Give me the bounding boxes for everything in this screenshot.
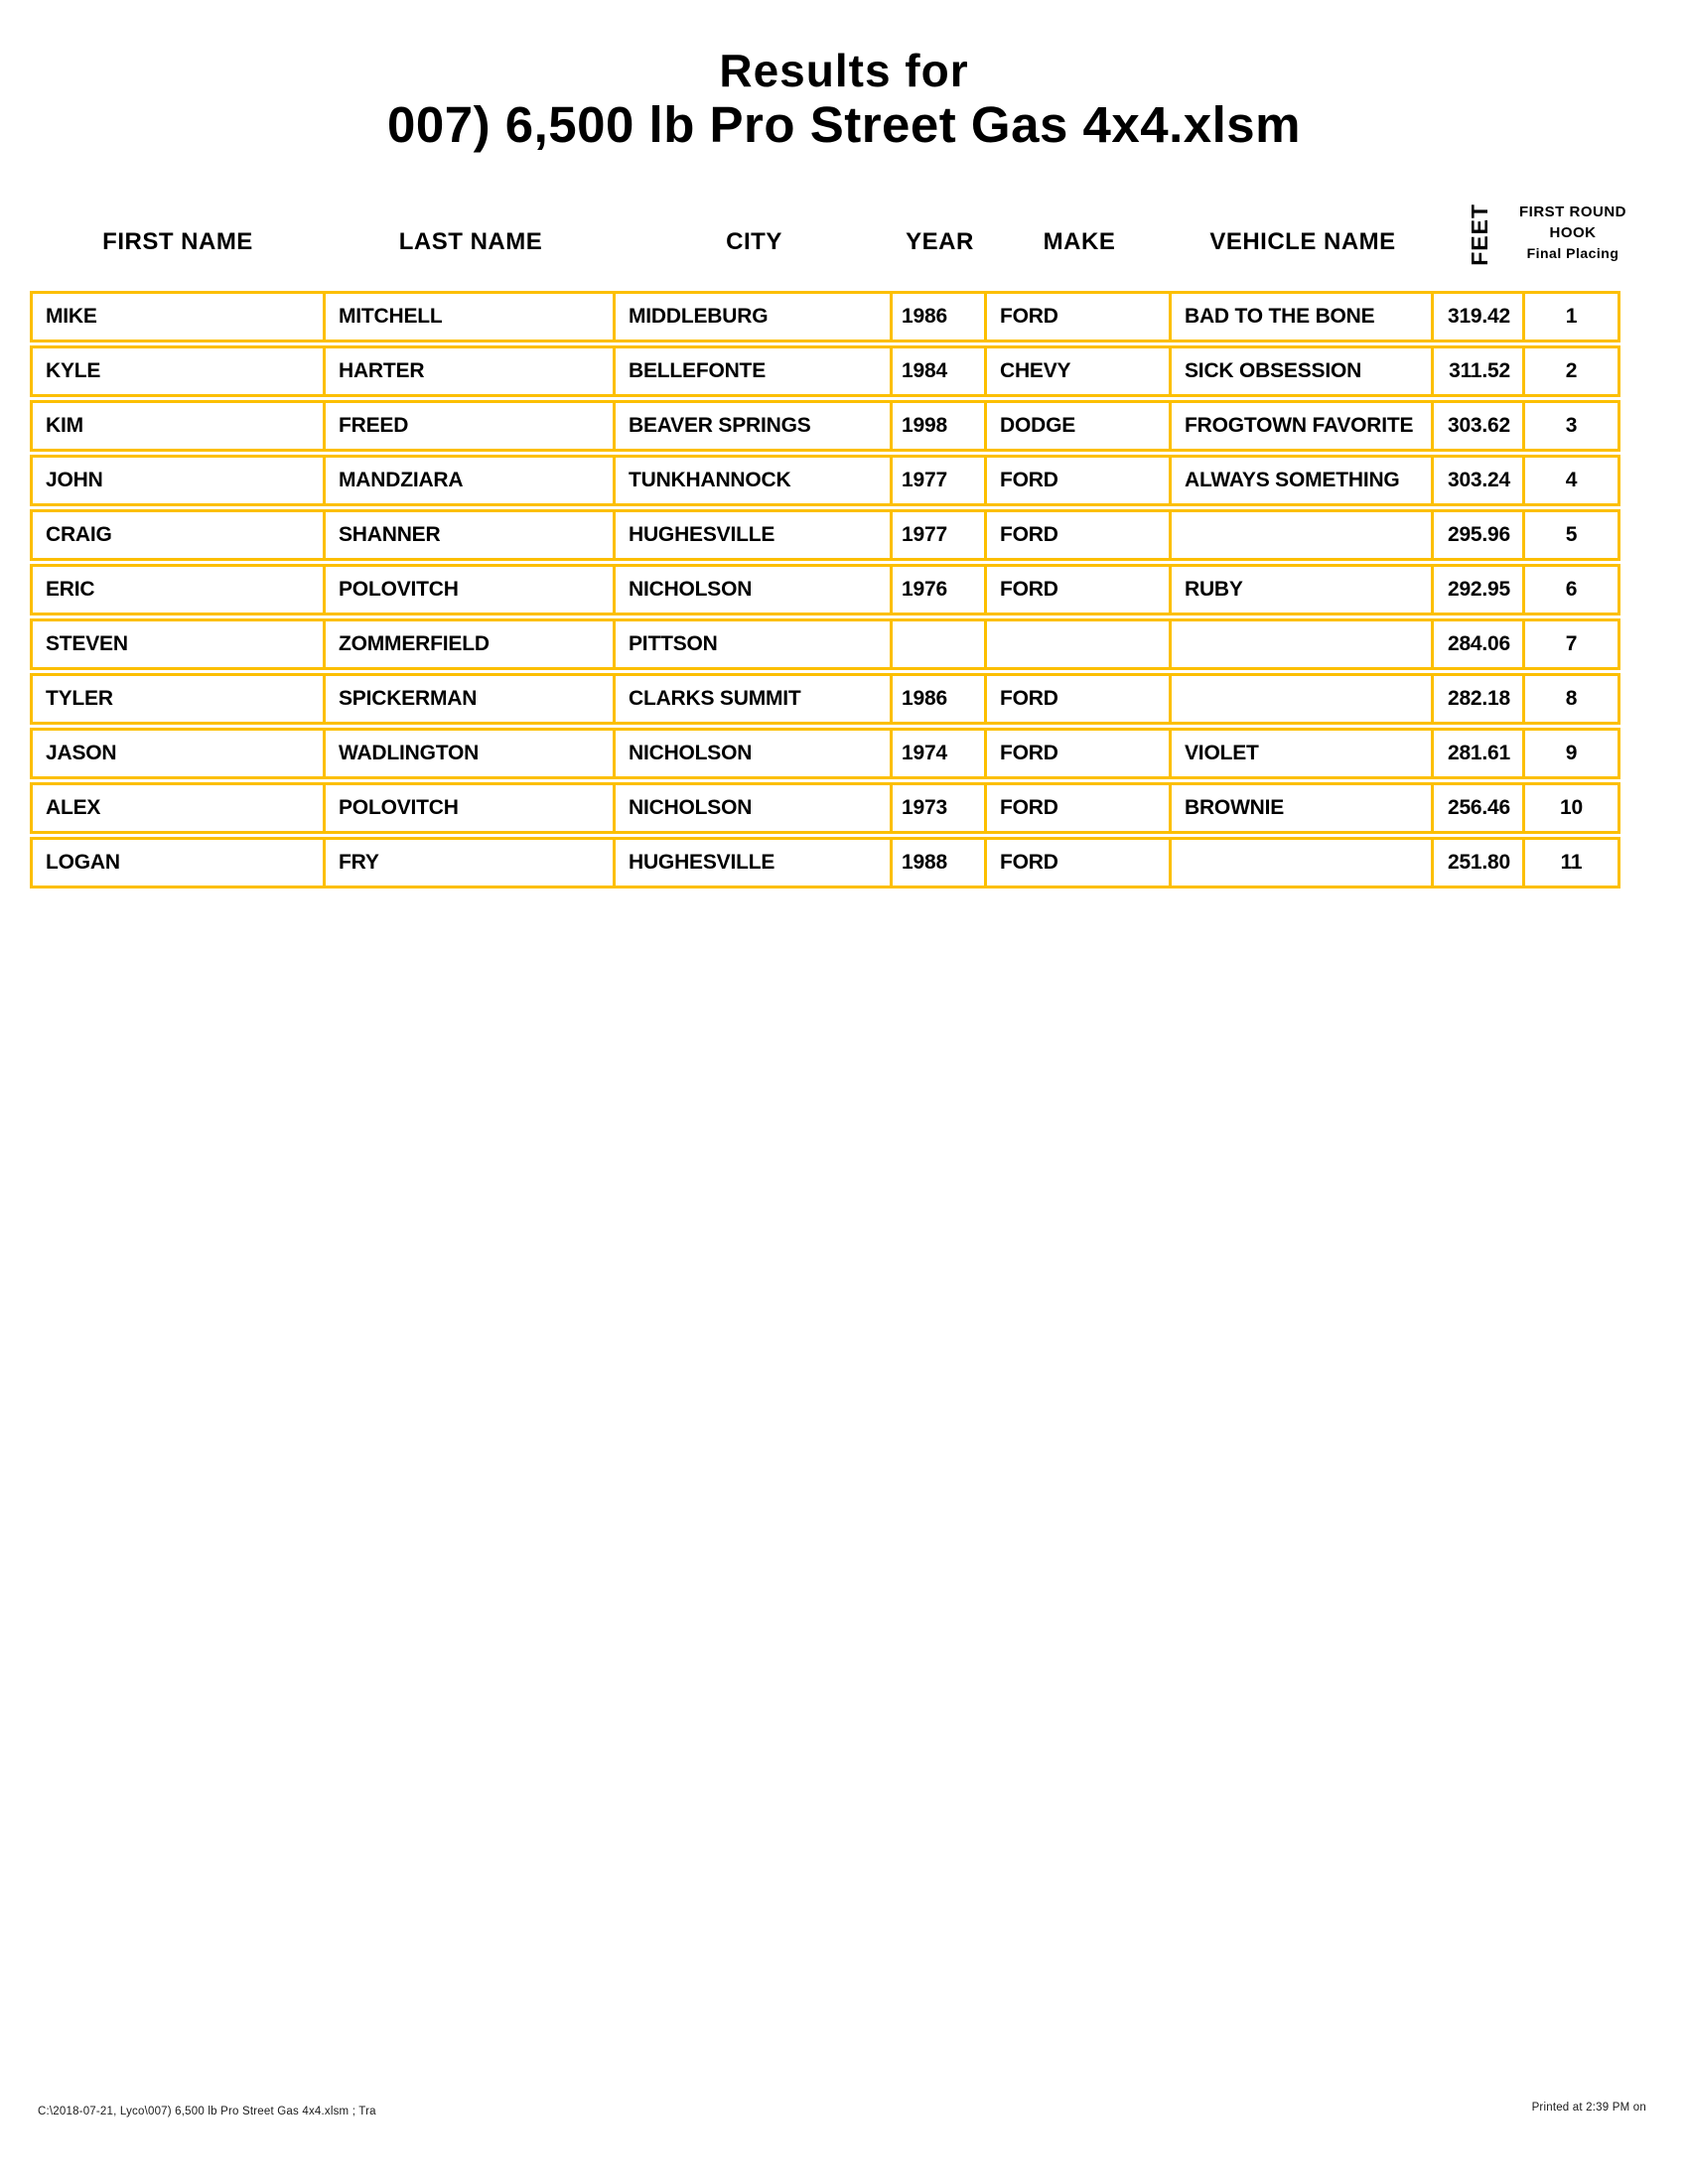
cell-first-name: ERIC	[33, 567, 326, 613]
column-header-make: MAKE	[1043, 228, 1116, 255]
cell-last-name: WADLINGTON	[326, 731, 616, 776]
table-row	[30, 618, 1620, 670]
cell-placing: 1	[1565, 305, 1578, 328]
column-header-final-placing	[1519, 181, 1626, 261]
cell-year: 1986	[893, 676, 987, 722]
cell-feet: 281.61	[1434, 731, 1525, 776]
table-row	[30, 291, 1620, 342]
table-row	[30, 564, 1620, 615]
cell-last-name: MITCHELL	[326, 294, 616, 340]
cell-make: FORD	[987, 785, 1172, 831]
cell-first-name: ALEX	[33, 785, 326, 831]
cell-feet: 284.06	[1434, 621, 1525, 667]
cell-last-name: POLOVITCH	[326, 785, 616, 831]
cell-placing: 6	[1565, 578, 1578, 601]
cell-placing: 3	[1565, 414, 1578, 437]
cell-make	[987, 621, 1172, 667]
cell-placing: 5	[1565, 523, 1578, 546]
cell-last-name: SPICKERMAN	[326, 676, 616, 722]
cell-last-name: FREED	[326, 403, 616, 449]
table-row	[30, 673, 1620, 725]
cell-city: TUNKHANNOCK	[616, 458, 893, 503]
cell-year: 1973	[893, 785, 987, 831]
cell-vehicle-name	[1172, 676, 1434, 722]
table-row	[30, 837, 1620, 888]
column-header-last-name: LAST NAME	[398, 228, 543, 255]
footer-file-path: C:\2018-07-21, Lyco\007) 6,500 lb Pro Street Gas 4x4.xlsm ; Tra	[38, 2106, 376, 2117]
cell-year: 1976	[893, 567, 987, 613]
cell-placing: 8	[1565, 687, 1578, 710]
cell-first-name: KYLE	[33, 348, 326, 394]
cell-feet: 282.18	[1434, 676, 1525, 722]
cell-make: FORD	[987, 458, 1172, 503]
cell-vehicle-name	[1172, 512, 1434, 558]
cell-first-name: CRAIG	[33, 512, 326, 558]
feet-vertical-label: FEET	[1466, 204, 1492, 266]
cell-vehicle-name	[1172, 840, 1434, 886]
cell-vehicle-name: SICK OBSESSION	[1172, 348, 1434, 394]
cell-make: DODGE	[987, 403, 1172, 449]
table-body	[30, 291, 1620, 888]
cell-vehicle-name: ALWAYS SOMETHING	[1172, 458, 1434, 503]
cell-year: 1974	[893, 731, 987, 776]
cell-placing: 4	[1565, 469, 1578, 491]
cell-feet: 303.62	[1434, 403, 1525, 449]
column-header-feet	[1434, 181, 1525, 266]
cell-first-name: TYLER	[33, 676, 326, 722]
cell-placing: 9	[1565, 742, 1578, 764]
cell-feet: 251.80	[1434, 840, 1525, 886]
cell-city: HUGHESVILLE	[616, 512, 893, 558]
cell-last-name: MANDZIARA	[326, 458, 616, 503]
cell-placing: 11	[1560, 851, 1583, 874]
column-header-year: YEAR	[906, 228, 974, 255]
column-header-vehicle-name: VEHICLE NAME	[1209, 228, 1396, 255]
cell-year: 1998	[893, 403, 987, 449]
cell-first-name: JOHN	[33, 458, 326, 503]
table-row	[30, 728, 1620, 779]
cell-first-name: LOGAN	[33, 840, 326, 886]
cell-city: PITTSON	[616, 621, 893, 667]
cell-city: BELLEFONTE	[616, 348, 893, 394]
cell-vehicle-name	[1172, 621, 1434, 667]
cell-placing: 10	[1560, 796, 1583, 819]
cell-first-name: MIKE	[33, 294, 326, 340]
column-header-city: CITY	[726, 228, 782, 255]
cell-feet: 319.42	[1434, 294, 1525, 340]
page-title-line1: Results for	[719, 45, 969, 96]
table-row	[30, 509, 1620, 561]
cell-city: BEAVER SPRINGS	[616, 403, 893, 449]
cell-city: NICHOLSON	[616, 731, 893, 776]
cell-vehicle-name: FROGTOWN FAVORITE	[1172, 403, 1434, 449]
placing-header-line3: Final Placing	[1526, 245, 1619, 261]
table-row	[30, 782, 1620, 834]
cell-last-name: POLOVITCH	[326, 567, 616, 613]
cell-feet: 303.24	[1434, 458, 1525, 503]
table-row	[30, 345, 1620, 397]
cell-feet: 295.96	[1434, 512, 1525, 558]
cell-vehicle-name: VIOLET	[1172, 731, 1434, 776]
column-header-first-name: FIRST NAME	[102, 228, 253, 255]
cell-make: FORD	[987, 676, 1172, 722]
cell-first-name: STEVEN	[33, 621, 326, 667]
footer-printed-timestamp: Printed at 2:39 PM on	[1531, 2102, 1646, 2114]
cell-make: FORD	[987, 294, 1172, 340]
cell-last-name: HARTER	[326, 348, 616, 394]
cell-make: FORD	[987, 840, 1172, 886]
cell-city: NICHOLSON	[616, 785, 893, 831]
cell-feet: 292.95	[1434, 567, 1525, 613]
cell-feet: 256.46	[1434, 785, 1525, 831]
cell-city: NICHOLSON	[616, 567, 893, 613]
cell-first-name: JASON	[33, 731, 326, 776]
cell-feet: 311.52	[1434, 348, 1525, 394]
cell-year: 1977	[893, 512, 987, 558]
cell-last-name: FRY	[326, 840, 616, 886]
cell-year: 1986	[893, 294, 987, 340]
cell-last-name: SHANNER	[326, 512, 616, 558]
page-title-line2: 007) 6,500 lb Pro Street Gas 4x4.xlsm	[386, 96, 1301, 153]
cell-vehicle-name: RUBY	[1172, 567, 1434, 613]
table-header-row	[30, 181, 1626, 266]
cell-make: CHEVY	[987, 348, 1172, 394]
cell-vehicle-name: BROWNIE	[1172, 785, 1434, 831]
cell-year: 1977	[893, 458, 987, 503]
cell-last-name: ZOMMERFIELD	[326, 621, 616, 667]
cell-make: FORD	[987, 567, 1172, 613]
cell-first-name: KIM	[33, 403, 326, 449]
cell-placing: 2	[1565, 359, 1578, 382]
placing-header-line1: FIRST ROUND	[1519, 204, 1626, 220]
cell-year	[893, 621, 987, 667]
cell-make: FORD	[987, 512, 1172, 558]
cell-city: CLARKS SUMMIT	[616, 676, 893, 722]
placing-header-line2: HOOK	[1549, 224, 1597, 241]
cell-year: 1984	[893, 348, 987, 394]
cell-city: MIDDLEBURG	[616, 294, 893, 340]
table-row	[30, 455, 1620, 506]
cell-vehicle-name: BAD TO THE BONE	[1172, 294, 1434, 340]
cell-placing: 7	[1565, 632, 1578, 655]
table-row	[30, 400, 1620, 452]
cell-city: HUGHESVILLE	[616, 840, 893, 886]
cell-make: FORD	[987, 731, 1172, 776]
cell-year: 1988	[893, 840, 987, 886]
